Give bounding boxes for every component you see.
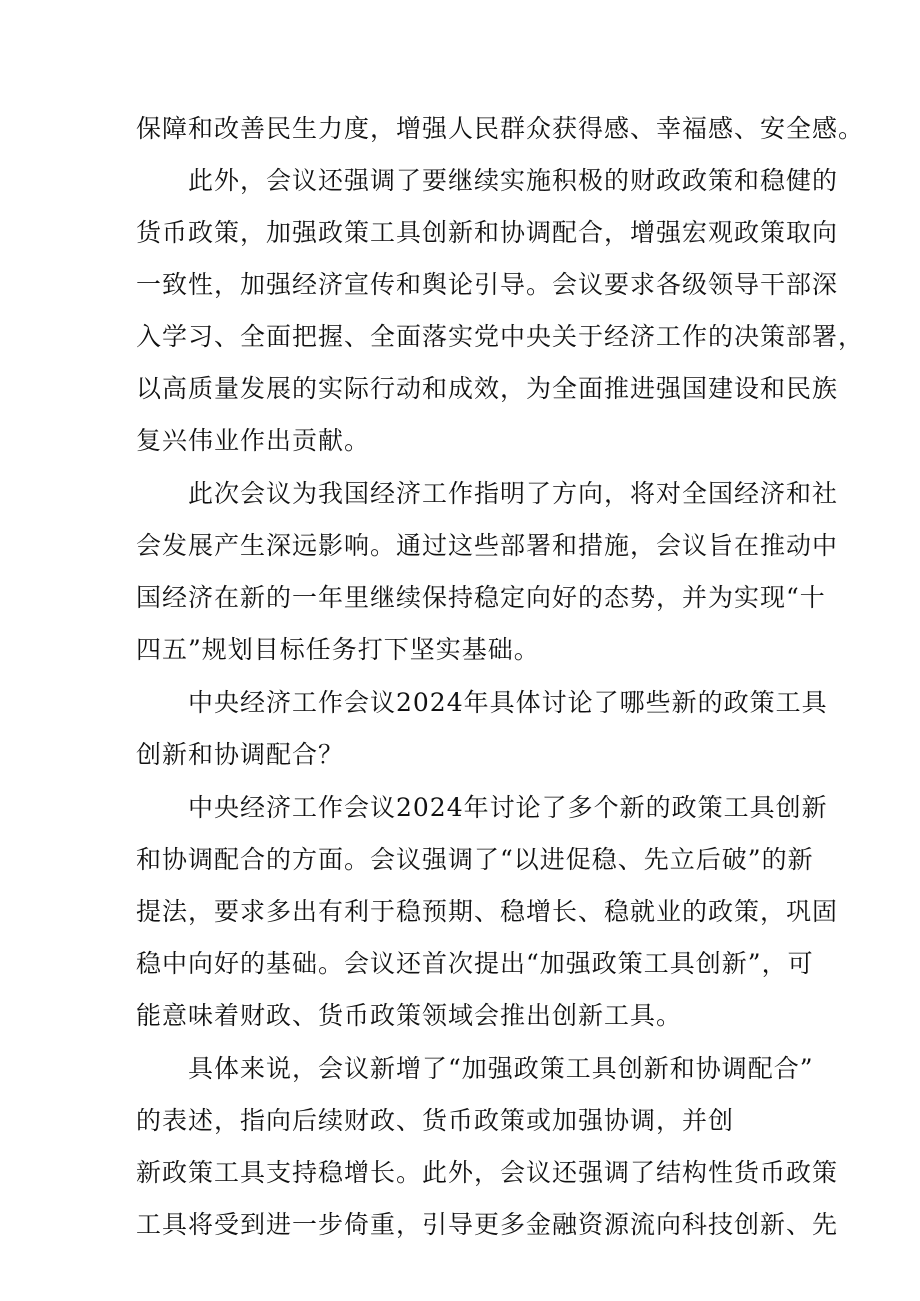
text-line: 保障和改善民生力度，增强人民群众获得感、幸福感、安全感。 xyxy=(136,114,865,143)
text-line: 和协调配合的方面。会议强调了“以进促稳、先立后破”的新 xyxy=(136,845,814,874)
paragraph-start-line: 中央经济工作会议2024年讨论了多个新的政策工具创新 xyxy=(188,793,828,822)
text-line: 稳中向好的基础。会议还首次提出“加强政策工具创新”，可 xyxy=(136,949,814,978)
text-line: 会发展产生深远影响。通过这些部署和措施，会议旨在推动中 xyxy=(136,531,839,560)
text-line: 工具将受到进一步倚重，引导更多金融资源流向科技创新、先 xyxy=(136,1210,839,1239)
text-line: 新政策工具支持稳增长。此外，会议还强调了结构性货币政策 xyxy=(136,1158,839,1187)
text-line: 提法，要求多出有利于稳预期、稳增长、稳就业的政策，巩固 xyxy=(136,897,839,926)
text-line: 入学习、全面把握、全面落实党中央关于经济工作的决策部署， xyxy=(136,322,865,351)
text-line: 国经济在新的一年里继续保持稳定向好的态势，并为实现“十 xyxy=(136,583,826,612)
paragraph-start-line: 具体来说，会议新增了“加强政策工具创新和协调配合” xyxy=(188,1054,814,1083)
paragraph-start-line: 此次会议为我国经济工作指明了方向，将对全国经济和社 xyxy=(188,479,839,508)
question-line: 创新和协调配合？ xyxy=(136,740,345,769)
text-line: 能意味着财政、货币政策领域会推出创新工具。 xyxy=(136,1001,683,1030)
text-line: 四五”规划目标任务打下坚实基础。 xyxy=(136,635,540,664)
text-line: 货币政策，加强政策工具创新和协调配合，增强宏观政策取向 xyxy=(136,218,839,247)
paragraph-start-line: 此外，会议还强调了要继续实施积极的财政政策和稳健的 xyxy=(188,166,839,195)
text-line: 以高质量发展的实际行动和成效，为全面推进强国建设和民族 xyxy=(136,374,839,403)
text-line: 的表述，指向后续财政、货币政策或加强协调，并创 xyxy=(136,1106,735,1135)
text-line: 复兴伟业作出贡献。 xyxy=(136,426,371,455)
question-line: 中央经济工作会议2024年具体讨论了哪些新的政策工具 xyxy=(188,688,828,717)
text-line: 一致性，加强经济宣传和舆论引导。会议要求各级领导干部深 xyxy=(136,270,839,299)
